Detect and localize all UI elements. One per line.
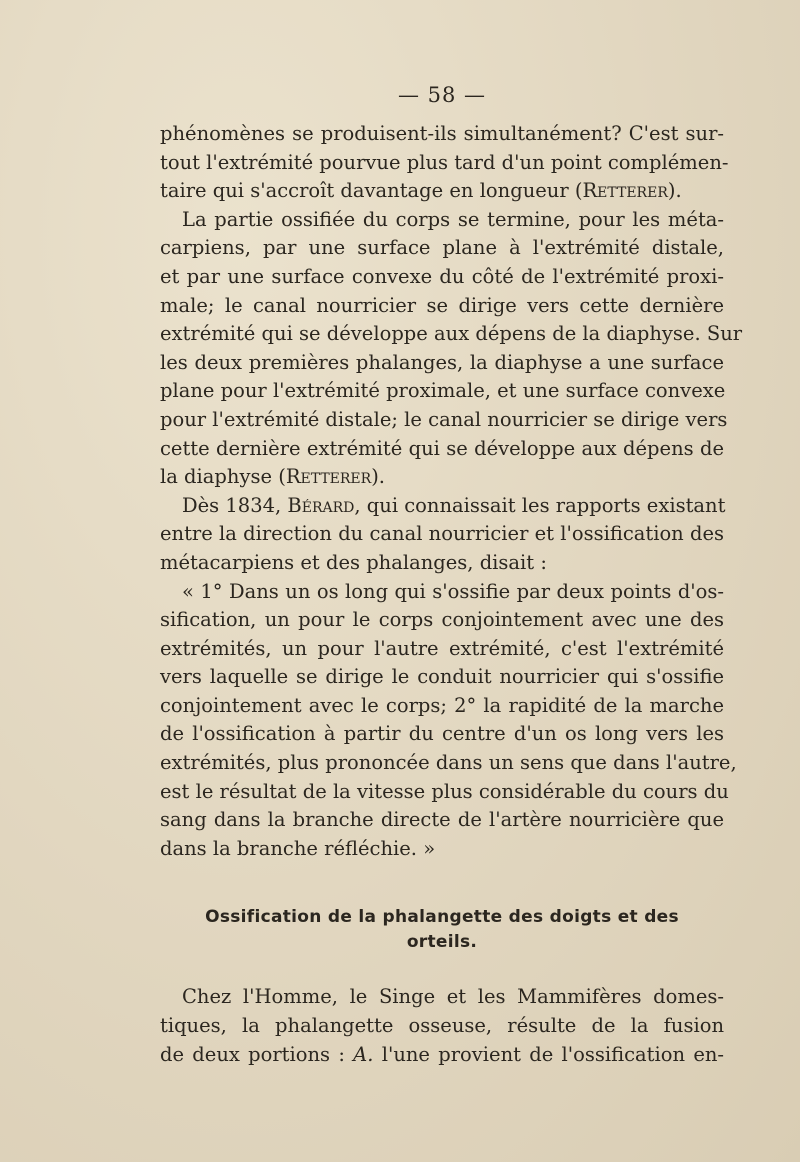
text-line: tiques, la phalangette osseuse, résulte de la fusion <box>160 1014 724 1038</box>
text-line: dans la branche réfléchie. » <box>160 836 436 860</box>
document-page <box>160 78 743 1069</box>
text-line: Chez l'Homme, le Singe et les Mammifères domes- <box>182 985 724 1009</box>
page-number: — 58 — <box>397 83 487 107</box>
author-name: Retterer <box>285 465 372 489</box>
heading-line: orteils. <box>406 932 478 953</box>
text-line: entre la direction du canal nourricier et l'ossification des <box>160 522 724 546</box>
paragraph-phalangette <box>160 983 724 1069</box>
italic-letter: A. <box>353 1042 374 1066</box>
text-line: phénomènes se produisent-ils simultanément? C'est sur- <box>160 122 724 145</box>
text-line: les deux premières phalanges, la diaphyse a une surface <box>160 350 724 374</box>
section-heading <box>160 905 724 955</box>
heading-line: Ossification de la phalangette des doigts et des <box>205 907 679 928</box>
text-line: métacarpiens et des phalanges, disait : <box>160 550 547 574</box>
paragraph-berard <box>160 492 724 578</box>
text-line: de deux portions : A. l'une provient de l'ossification en- <box>160 1042 725 1066</box>
author-name: Bérard <box>287 493 355 517</box>
text-line: « 1° Dans un os long qui s'ossifie par deux points d'os- <box>182 579 724 603</box>
text-line: la diaphyse (Retterer). <box>160 465 385 489</box>
text-line: carpiens, par une surface plane à l'extrémité distale, <box>160 236 724 260</box>
text-line: tout l'extrémité pourvue plus tard d'un point complémen- <box>160 150 729 174</box>
text-line: et par une surface convexe du côté de l'extrémité proxi- <box>160 264 724 288</box>
text-line: sang dans la branche directe de l'artère nourricière que <box>160 808 724 832</box>
paragraph-metacarpals <box>160 206 743 492</box>
paragraph-quotation <box>160 578 737 864</box>
text-line: extrémité qui se développe aux dépens de la diaphyse. Sur <box>160 322 743 346</box>
text-line: pour l'extrémité distale; le canal nourricier se dirige vers <box>160 407 728 431</box>
text-line: male; le canal nourricier se dirige vers cette dernière <box>160 293 724 317</box>
text-line: cette dernière extrémité qui se développe aux dépens de <box>160 436 724 460</box>
text-line: vers laquelle se dirige le conduit nourricier qui s'ossifie <box>160 665 724 689</box>
text-line: plane pour l'extrémité proximale, et une surface convexe <box>160 379 726 403</box>
text-line: de l'ossification à partir du centre d'un os long vers les <box>160 722 724 746</box>
text-line: taire qui s'accroît davantage en longueur (Retterer). <box>160 179 682 203</box>
text-line: conjointement avec le corps; 2° la rapidité de la marche <box>160 693 724 717</box>
text-line: Dès 1834, Bérard, qui connaissait les rapports existant <box>182 493 726 517</box>
text-line: est le résultat de la vitesse plus considérable du cours du <box>160 779 729 803</box>
text-line: sification, un pour le corps conjointement avec une des <box>160 608 724 632</box>
author-name: Retterer <box>582 179 668 203</box>
paragraph-continuation <box>160 120 729 206</box>
text-line: extrémités, plus prononcée dans un sens que dans l'autre, <box>160 751 737 775</box>
text-line: La partie ossifiée du corps se termine, pour les méta- <box>182 207 724 231</box>
text-line: extrémités, un pour l'autre extrémité, c'est l'extrémité <box>160 636 724 660</box>
